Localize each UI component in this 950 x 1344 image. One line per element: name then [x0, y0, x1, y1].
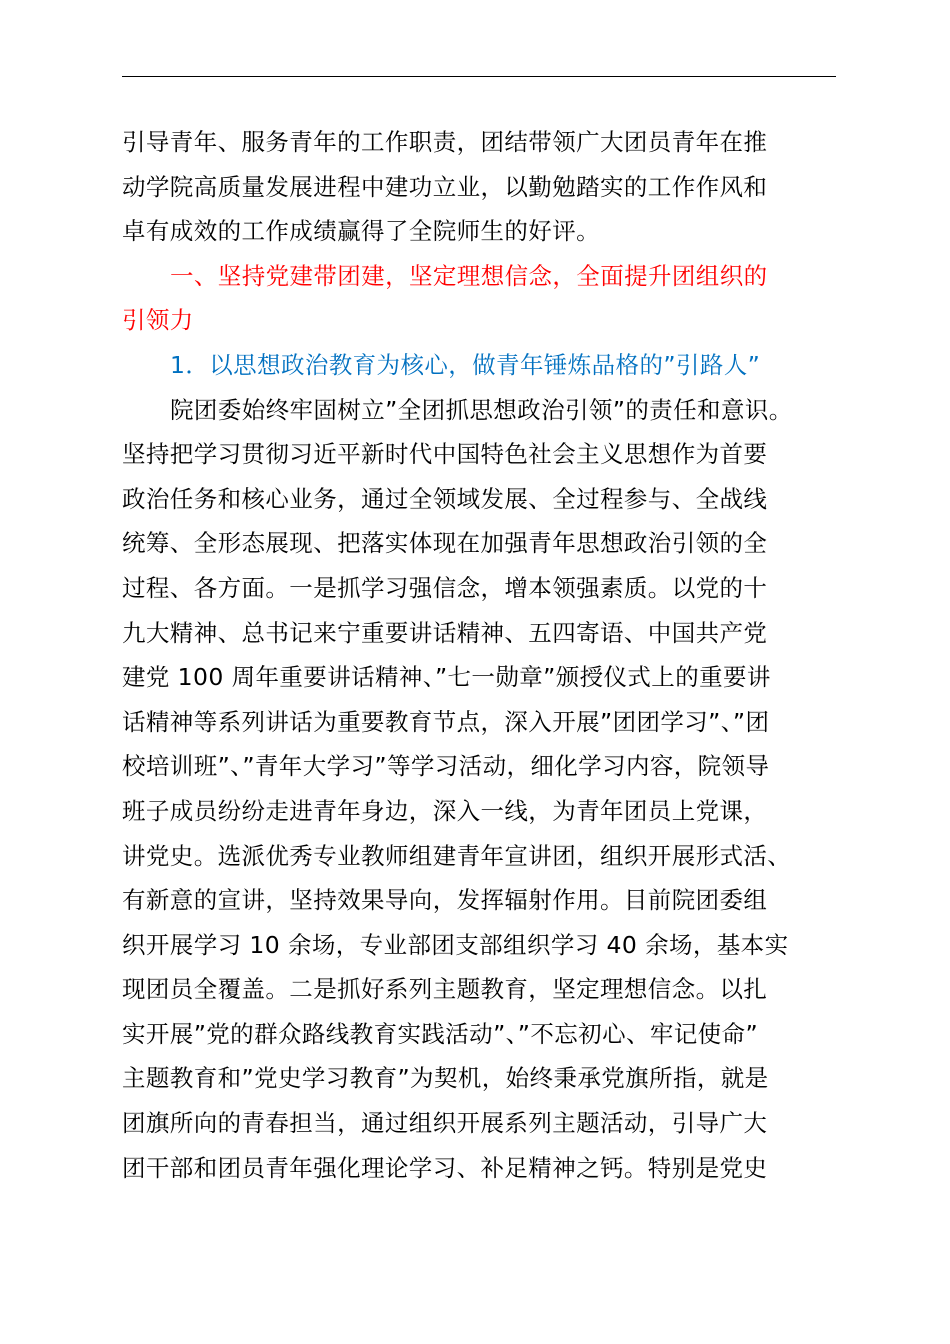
paragraph-line: 卓有成效的工作成绩赢得了全院师生的好评。	[122, 217, 600, 246]
paragraph-line: 现团员全覆盖。二是抓好系列主题教育，坚定理想信念。以扎	[122, 975, 768, 1004]
paragraph-line: 团旗所向的青春担当，通过组织开展系列主题活动，引导广大	[122, 1109, 768, 1138]
paragraph-line: 引导青年、服务青年的工作职责，团结带领广大团员青年在推	[122, 128, 768, 156]
header-rule	[122, 76, 836, 77]
paragraph-line: 统筹、全形态展现、把落实体现在加强青年思想政治引领的全	[122, 529, 768, 558]
subheading: 1．以思想政治教育为核心，做青年锤炼品格的”引路人”	[170, 350, 761, 379]
paragraph-line: 主题教育和”党史学习教育”为契机，始终秉承党旗所指，就是	[122, 1064, 769, 1093]
paragraph-line: 九大精神、总书记来宁重要讲话精神、五四寄语、中国共产党	[122, 618, 768, 647]
section-heading-line: 引领力	[122, 306, 194, 335]
paragraph-line: 班子成员纷纷走进青年身边，深入一线，为青年团员上党课，	[122, 796, 768, 825]
paragraph-line: 团干部和团员青年强化理论学习、补足精神之钙。特别是党史	[122, 1153, 768, 1182]
paragraph-line: 建党 100 周年重要讲话精神、”七一勋章”颁授仪式上的重要讲	[122, 663, 771, 692]
paragraph-line: 院团委始终牢固树立”全团抓思想政治引领”的责任和意识。	[170, 395, 793, 424]
paragraph-line: 话精神等系列讲话为重要教育节点，深入开展”团团学习”、”团	[122, 707, 770, 736]
paragraph-line: 政治任务和核心业务，通过全领域发展、全过程参与、全战线	[122, 484, 768, 513]
paragraph-line: 织开展学习 10 余场，专业部团支部组织学习 40 余场，基本实	[122, 930, 789, 959]
paragraph-line: 动学院高质量发展进程中建功立业，以勤勉踏实的工作作风和	[122, 172, 768, 201]
paragraph-line: 有新意的宣讲，坚持效果导向，发挥辐射作用。目前院团委组	[122, 886, 768, 915]
section-heading-line: 一、坚持党建带团建，坚定理想信念，全面提升团组织的	[170, 261, 768, 290]
paragraph-line: 坚持把学习贯彻习近平新时代中国特色社会主义思想作为首要	[122, 440, 768, 469]
paragraph-line: 校培训班”、”青年大学习”等学习活动，细化学习内容，院领导	[122, 752, 770, 781]
paragraph-line: 讲党史。选派优秀专业教师组建青年宣讲团，组织开展形式活、	[122, 841, 792, 870]
paragraph-line: 实开展”党的群众路线教育实践活动”、”不忘初心、牢记使命”	[122, 1019, 759, 1048]
document-body	[122, 120, 838, 1190]
paragraph-line: 过程、各方面。一是抓学习强信念，增本领强素质。以党的十	[122, 573, 768, 602]
